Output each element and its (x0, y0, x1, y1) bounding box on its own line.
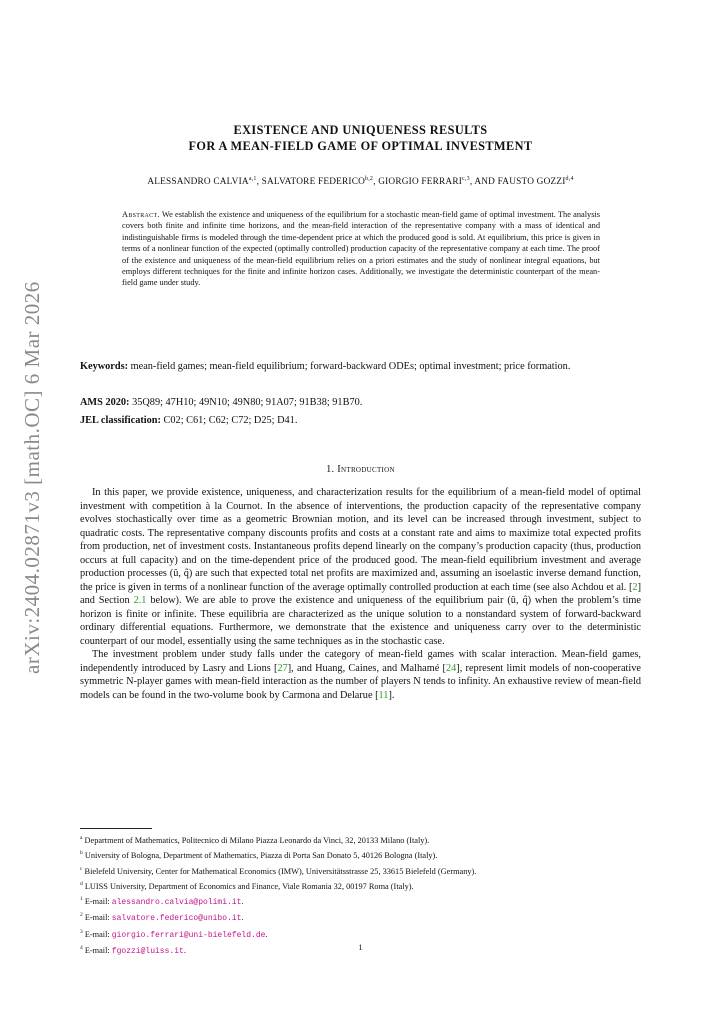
footnote-tail: . (265, 929, 268, 939)
citation-link[interactable]: 11 (378, 689, 389, 701)
keywords-text: mean-field games; mean-field equilibrium; forward-backward ODEs; optimal investment; price formation. (130, 361, 571, 372)
footnote (80, 878, 650, 893)
footnote-text: E-mail: (84, 913, 112, 923)
footnote-rule (80, 828, 152, 829)
paragraph-text: The investment problem under study falls under the category of mean-field games with scalar interaction. Mean-field games, independently introduced by Lasry and Lions [ (80, 649, 641, 674)
section-title: Introduction (337, 464, 395, 475)
author-separator: , AND (469, 177, 498, 188)
author-separator: , (373, 177, 379, 188)
footnote-mark: a (80, 835, 83, 841)
body-paragraph (80, 486, 641, 648)
email-link[interactable]: fgozzi@luiss.it (111, 946, 184, 956)
citation-link[interactable]: 24 (445, 662, 457, 674)
footnote (80, 832, 650, 847)
footnote (80, 863, 650, 878)
abstract-text: We establish the existence and uniqueness of the equilibrium for a stochastic mean-field game of optimal investment. The analysis covers both finite and infinite time horizons, and the mean-field interaction of the representative company with a mass of identical and indistinguishable firms is modeled through the time-dependent price at which the produced good is sold. At equilibrium, this price is given in terms of a nonlinear function of the expected (optimally controlled) production capacity of the representative company at each time. The proof of the existence and uniqueness of the mean-field equilibrium relies on a priori estimates and the study of nonlinear integral equations, but employs different techniques for the finite and infinite horizon cases. Additionally, we investigate the deterministic counterpart of the mean-field game under study. (122, 210, 601, 288)
email-link[interactable]: giorgio.ferrari@uni-bielefeld.de (111, 930, 266, 940)
citation-link[interactable]: 27 (277, 662, 288, 674)
author-affiliation-mark: c,3 (462, 176, 470, 182)
jel-classification (80, 414, 641, 428)
page-number: 1 (358, 943, 363, 952)
footnotes (80, 832, 650, 958)
author-affiliation-mark: d,4 (565, 176, 574, 182)
footnote-text: LUISS University, Department of Economics and Finance, Viale Romania 32, 00197 Roma (Italy). (84, 881, 414, 891)
footnote (80, 909, 650, 925)
arxiv-identifier: arXiv:2404.02871v3 [math.OC] 6 Mar 2026 (20, 281, 44, 674)
title-line-1: EXISTENCE AND UNIQUENESS RESULTS (233, 123, 488, 137)
footnote (80, 926, 650, 942)
author-name: ALESSANDRO CALVIA (147, 177, 249, 188)
footnote-mark: 4 (80, 944, 83, 951)
title-line-2: FOR A MEAN-FIELD GAME OF OPTIMAL INVESTMENT (188, 139, 533, 153)
footnote-text: E-mail: (84, 945, 112, 955)
author-affiliation-mark: a,1 (248, 176, 257, 182)
author-name: FAUSTO GOZZI (497, 177, 566, 188)
email-link[interactable]: salvatore.federico@unibo.it (111, 914, 242, 924)
footnote-mark: c (80, 865, 83, 872)
paragraph-text: below). We are able to prove the existence and uniqueness of the equilibrium pair (û, q̂) when the problem’s time horizon is finite or infinite. These equilibria are characterized as the unique solution to a nonstandard system of forward-backward ordinary differential equations. Furthermore, we demonstrate that the existence and uniqueness carry over to the deterministic counterpart of our model, essentially using the same techniques as in the stochastic case. (80, 595, 642, 647)
paragraph-text: ]. (388, 689, 395, 701)
ams-label: AMS 2020: (80, 397, 130, 408)
author-affiliation-mark: b,2 (365, 176, 374, 182)
footnote-mark: d (80, 880, 83, 887)
body-paragraph (80, 648, 641, 702)
section-heading (80, 464, 641, 475)
footnote-mark: 3 (80, 928, 83, 935)
footnote-mark: 2 (80, 912, 83, 919)
jel-label: JEL classification: (80, 415, 161, 426)
footnote-text: E-mail: (84, 896, 112, 906)
citation-link[interactable]: 2.1 (133, 595, 147, 606)
footnote-text: University of Bologna, Department of Mathematics, Piazza di Porta San Donato 5, 40126 Bologna (Italy). (84, 851, 438, 861)
paragraph-text: In this paper, we provide existence, uniqueness, and characterization results for the equilibrium of a mean-field model of optimal investment with competition à la Cournot. In the absence of interventions, the production capacity of the representative company evolves stochastically over time as a geometric Brownian motion, and its level can be increased through investment, subject to quadratic costs. The representative company discounts profits and costs at a constant rate and aims to maximize total expected profits from production, net of investment costs. Instantaneous profits depend linearly on the company’s production capacity (thus, production occurs at full capacity) and on the time-dependent price of the produced good. The mean-field equilibrium investment and average production processes (û, q̂) are such that expected total net profits are maximized and, assuming an isoelastic inverse demand function, the price is given in terms of a nonlinear function of the average optimally controlled production at each time (see also Achdou et al. [ (80, 487, 641, 593)
keywords-label: Keywords: (80, 361, 129, 372)
ams-text: 35Q89; 47H10; 49N10; 49N80; 91A07; 91B38; 91B70. (132, 397, 363, 408)
footnote-text: Department of Mathematics, Politecnico di Milano Piazza Leonardo da Vinci, 32, 20133 Milano (Italy). (84, 835, 430, 845)
abstract-heading: Abstract. (122, 210, 160, 219)
footnote-tail: . (241, 913, 244, 923)
footnote (80, 893, 650, 909)
paper-title (80, 122, 641, 154)
jel-text: C02; C61; C62; C72; D25; D41. (163, 415, 298, 426)
author-list (80, 176, 641, 187)
section-number: 1. (326, 464, 335, 475)
abstract (122, 209, 600, 289)
footnote (80, 847, 650, 862)
email-link[interactable]: alessandro.calvia@polimi.it (111, 897, 242, 907)
citation-link[interactable]: 2 (632, 581, 638, 593)
keywords (80, 360, 641, 374)
footnote-text: Bielefeld University, Center for Mathematical Economics (IMW), Universitätsstrasse 25, 33615 Bielefeld (Germany). (84, 866, 477, 876)
footnote-tail: . (183, 945, 186, 955)
footnote-text: E-mail: (84, 929, 112, 939)
introduction-body (80, 486, 641, 702)
ams-classification (80, 396, 641, 410)
author-separator: , (256, 177, 262, 188)
author-name: SALVATORE FEDERICO (261, 177, 366, 188)
footnote-mark: 1 (80, 896, 83, 903)
author-name: GIORGIO FERRARI (378, 177, 463, 188)
footnote-mark: b (80, 850, 83, 857)
paragraph-text: ], represent limit models of non-cooperative symmetric N-player games with mean-field interaction as the number of players N tends to infinity. An exhaustive review of mean-field models can be found in the two-volume book by Carmona and Delarue [ (80, 662, 641, 701)
paragraph-text: ] and Section (80, 581, 641, 606)
paragraph-text: ], and Huang, Caines, and Malhamé [ (287, 662, 446, 674)
footnote-tail: . (241, 896, 244, 906)
